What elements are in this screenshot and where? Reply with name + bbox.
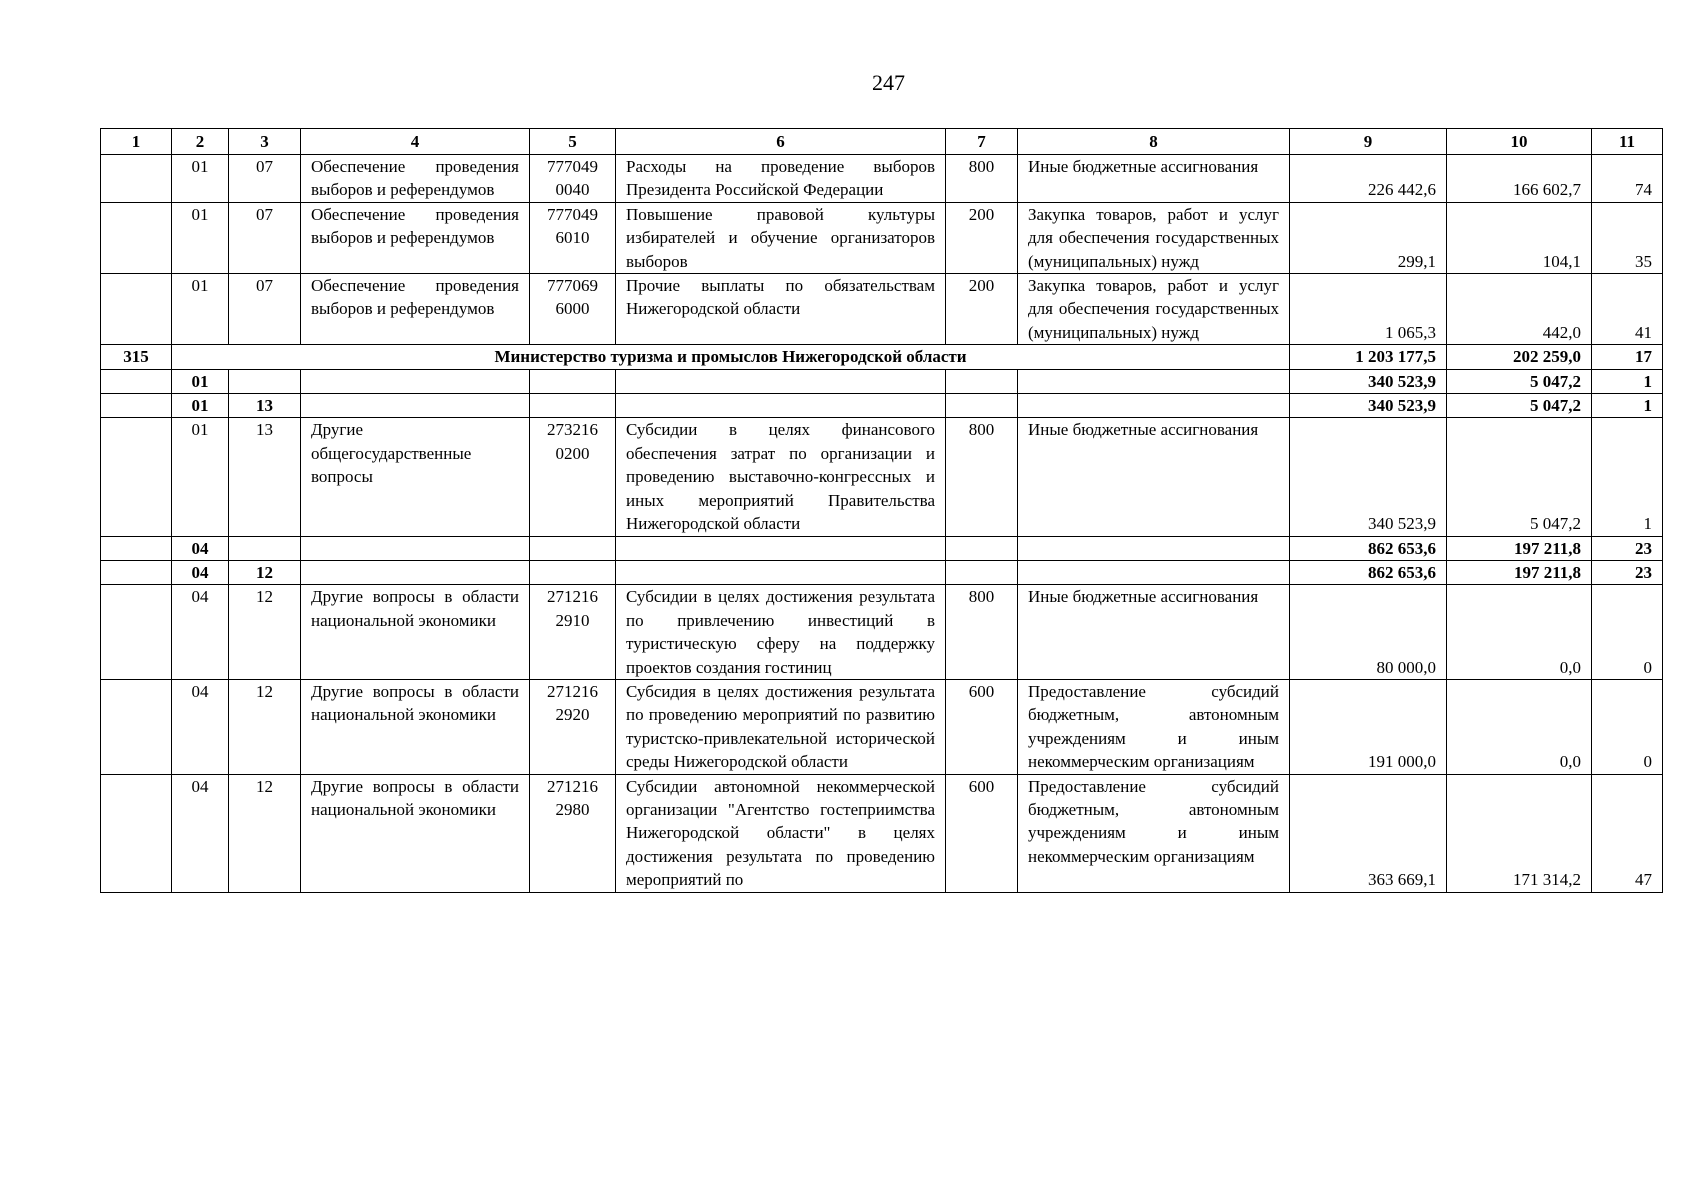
department-row <box>101 345 1663 369</box>
cell-approved-amount: 80 000,0 <box>1290 585 1447 680</box>
cell-approved-amount: 363 669,1 <box>1290 774 1447 892</box>
cell-executed-amount: 202 259,0 <box>1447 345 1592 369</box>
cell-target-item-name: Прочие выплаты по обязательствам Нижегородской области <box>616 274 946 345</box>
cell-section: 04 <box>172 774 229 892</box>
cell-target-item: 777049 6010 <box>530 202 616 273</box>
cell-department-code: 315 <box>101 345 172 369</box>
cell-expense-type <box>946 369 1018 393</box>
cell-percent: 74 <box>1592 155 1663 203</box>
cell-approved-amount: 862 653,6 <box>1290 536 1447 560</box>
cell-target-item-name: Повышение правовой культуры избирателей и обучение организаторов выборов <box>616 202 946 273</box>
column-header: 1 <box>101 129 172 155</box>
cell-approved-amount: 1 203 177,5 <box>1290 345 1447 369</box>
cell-target-item-name <box>616 560 946 584</box>
cell-subsection <box>229 369 301 393</box>
cell-section: 01 <box>172 418 229 536</box>
cell-target-item: 777049 0040 <box>530 155 616 203</box>
cell-target-item <box>530 394 616 418</box>
cell-percent: 23 <box>1592 560 1663 584</box>
cell-target-item-name <box>616 369 946 393</box>
cell-executed-amount: 5 047,2 <box>1447 394 1592 418</box>
cell-department-code <box>101 394 172 418</box>
cell-approved-amount: 340 523,9 <box>1290 369 1447 393</box>
cell-subsection-name <box>301 394 530 418</box>
cell-expense-type-name <box>1018 394 1290 418</box>
cell-subsection: 07 <box>229 155 301 203</box>
cell-target-item: 271216 2980 <box>530 774 616 892</box>
cell-target-item <box>530 560 616 584</box>
cell-subsection-name: Другие вопросы в области национальной экономики <box>301 679 530 774</box>
cell-percent: 1 <box>1592 394 1663 418</box>
cell-expense-type <box>946 536 1018 560</box>
cell-target-item <box>530 369 616 393</box>
cell-percent: 41 <box>1592 274 1663 345</box>
cell-target-item-name <box>616 536 946 560</box>
cell-expense-type: 800 <box>946 155 1018 203</box>
cell-section: 01 <box>172 369 229 393</box>
cell-executed-amount: 171 314,2 <box>1447 774 1592 892</box>
table-row <box>101 418 1663 536</box>
cell-subsection: 12 <box>229 774 301 892</box>
cell-executed-amount: 442,0 <box>1447 274 1592 345</box>
cell-target-item-name <box>616 394 946 418</box>
cell-subsection-name <box>301 560 530 584</box>
cell-section: 04 <box>172 585 229 680</box>
column-header: 7 <box>946 129 1018 155</box>
cell-expense-type: 200 <box>946 274 1018 345</box>
cell-section: 01 <box>172 202 229 273</box>
column-header: 5 <box>530 129 616 155</box>
cell-target-item-name: Субсидии в целях финансового обеспечения затрат по организации и проведению выставочно-конгрессных и иных мероприятий Правительства Нижегородской области <box>616 418 946 536</box>
cell-section: 01 <box>172 155 229 203</box>
cell-subsection: 07 <box>229 274 301 345</box>
cell-approved-amount: 191 000,0 <box>1290 679 1447 774</box>
cell-expense-type-name: Иные бюджетные ассигнования <box>1018 155 1290 203</box>
cell-subsection-name: Другие общегосударственные вопросы <box>301 418 530 536</box>
section-total-row <box>101 560 1663 584</box>
table-row <box>101 585 1663 680</box>
cell-department-code <box>101 155 172 203</box>
column-header: 4 <box>301 129 530 155</box>
cell-executed-amount: 104,1 <box>1447 202 1592 273</box>
cell-approved-amount: 862 653,6 <box>1290 560 1447 584</box>
cell-approved-amount: 340 523,9 <box>1290 394 1447 418</box>
column-header: 6 <box>616 129 946 155</box>
cell-subsection-name <box>301 536 530 560</box>
department-name: Министерство туризма и промыслов Нижегородской области <box>172 345 1290 369</box>
cell-subsection: 12 <box>229 585 301 680</box>
cell-subsection: 07 <box>229 202 301 273</box>
cell-subsection: 12 <box>229 679 301 774</box>
cell-target-item-name: Субсидии автономной некоммерческой организации "Агентство гостеприимства Нижегородской области" в целях достижения результата по проведению мероприятий по <box>616 774 946 892</box>
cell-subsection-name <box>301 369 530 393</box>
section-total-row <box>101 536 1663 560</box>
cell-subsection-name: Обеспечение проведения выборов и референдумов <box>301 155 530 203</box>
table-row <box>101 774 1663 892</box>
cell-department-code <box>101 536 172 560</box>
cell-expense-type-name: Закупка товаров, работ и услуг для обеспечения государственных (муниципальных) нужд <box>1018 202 1290 273</box>
cell-expense-type: 800 <box>946 418 1018 536</box>
cell-expense-type <box>946 394 1018 418</box>
column-header-row <box>101 129 1663 155</box>
column-header: 2 <box>172 129 229 155</box>
cell-executed-amount: 197 211,8 <box>1447 560 1592 584</box>
cell-percent: 1 <box>1592 369 1663 393</box>
cell-department-code <box>101 585 172 680</box>
cell-percent: 0 <box>1592 585 1663 680</box>
cell-expense-type-name: Иные бюджетные ассигнования <box>1018 418 1290 536</box>
cell-expense-type-name: Предоставление субсидий бюджетным, автономным учреждениям и иным некоммерческим организациям <box>1018 774 1290 892</box>
cell-section: 01 <box>172 394 229 418</box>
cell-approved-amount: 226 442,6 <box>1290 155 1447 203</box>
cell-percent: 17 <box>1592 345 1663 369</box>
cell-expense-type-name: Иные бюджетные ассигнования <box>1018 585 1290 680</box>
cell-expense-type-name <box>1018 369 1290 393</box>
cell-percent: 23 <box>1592 536 1663 560</box>
cell-department-code <box>101 369 172 393</box>
cell-subsection-name: Обеспечение проведения выборов и референдумов <box>301 202 530 273</box>
cell-department-code <box>101 274 172 345</box>
cell-target-item: 271216 2920 <box>530 679 616 774</box>
cell-subsection <box>229 536 301 560</box>
cell-expense-type <box>946 560 1018 584</box>
cell-target-item-name: Расходы на проведение выборов Президента Российской Федерации <box>616 155 946 203</box>
cell-expense-type-name <box>1018 536 1290 560</box>
table-row <box>101 155 1663 203</box>
table-row <box>101 679 1663 774</box>
cell-target-item-name: Субсидия в целях достижения результата по проведению мероприятий по развитию туристско-привлекательной исторической среды Нижегородской области <box>616 679 946 774</box>
cell-department-code <box>101 202 172 273</box>
cell-approved-amount: 340 523,9 <box>1290 418 1447 536</box>
cell-percent: 0 <box>1592 679 1663 774</box>
section-total-row <box>101 369 1663 393</box>
cell-executed-amount: 0,0 <box>1447 679 1592 774</box>
column-header: 11 <box>1592 129 1663 155</box>
cell-approved-amount: 299,1 <box>1290 202 1447 273</box>
cell-executed-amount: 0,0 <box>1447 585 1592 680</box>
cell-department-code <box>101 560 172 584</box>
cell-expense-type: 600 <box>946 679 1018 774</box>
cell-department-code <box>101 418 172 536</box>
cell-subsection: 12 <box>229 560 301 584</box>
cell-target-item <box>530 536 616 560</box>
cell-target-item: 271216 2910 <box>530 585 616 680</box>
cell-target-item: 777069 6000 <box>530 274 616 345</box>
cell-expense-type-name: Закупка товаров, работ и услуг для обеспечения государственных (муниципальных) нужд <box>1018 274 1290 345</box>
table-row <box>101 274 1663 345</box>
cell-expense-type: 800 <box>946 585 1018 680</box>
cell-subsection-name: Другие вопросы в области национальной экономики <box>301 585 530 680</box>
cell-subsection-name: Другие вопросы в области национальной экономики <box>301 774 530 892</box>
cell-section: 04 <box>172 536 229 560</box>
cell-percent: 35 <box>1592 202 1663 273</box>
cell-approved-amount: 1 065,3 <box>1290 274 1447 345</box>
cell-department-code <box>101 679 172 774</box>
table-row <box>101 202 1663 273</box>
cell-expense-type-name <box>1018 560 1290 584</box>
cell-percent: 47 <box>1592 774 1663 892</box>
column-header: 3 <box>229 129 301 155</box>
cell-executed-amount: 166 602,7 <box>1447 155 1592 203</box>
budget-table <box>100 128 1663 893</box>
cell-executed-amount: 5 047,2 <box>1447 369 1592 393</box>
column-header: 8 <box>1018 129 1290 155</box>
cell-section: 01 <box>172 274 229 345</box>
section-total-row <box>101 394 1663 418</box>
cell-department-code <box>101 774 172 892</box>
cell-expense-type-name: Предоставление субсидий бюджетным, автономным учреждениям и иным некоммерческим организациям <box>1018 679 1290 774</box>
cell-section: 04 <box>172 560 229 584</box>
cell-executed-amount: 5 047,2 <box>1447 418 1592 536</box>
cell-executed-amount: 197 211,8 <box>1447 536 1592 560</box>
cell-subsection-name: Обеспечение проведения выборов и референдумов <box>301 274 530 345</box>
column-header: 9 <box>1290 129 1447 155</box>
cell-subsection: 13 <box>229 418 301 536</box>
cell-expense-type: 600 <box>946 774 1018 892</box>
column-header: 10 <box>1447 129 1592 155</box>
cell-target-item-name: Субсидии в целях достижения результата по привлечению инвестиций в туристическую сферу на поддержку проектов создания гостиниц <box>616 585 946 680</box>
page-number: 247 <box>872 70 905 95</box>
cell-subsection: 13 <box>229 394 301 418</box>
cell-section: 04 <box>172 679 229 774</box>
cell-percent: 1 <box>1592 418 1663 536</box>
cell-target-item: 273216 0200 <box>530 418 616 536</box>
cell-expense-type: 200 <box>946 202 1018 273</box>
